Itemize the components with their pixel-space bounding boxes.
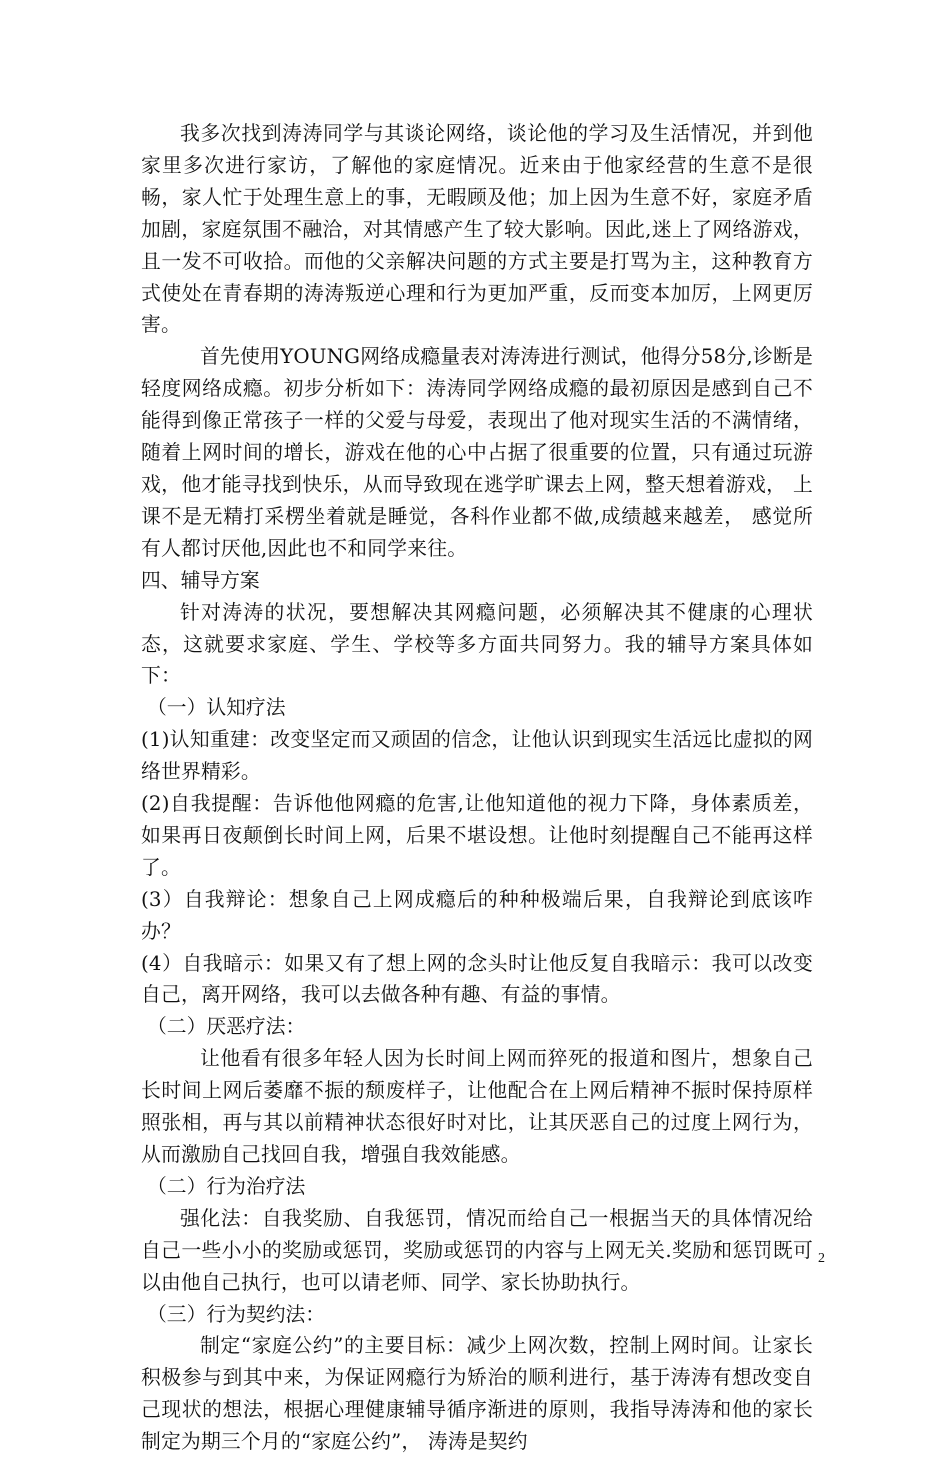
- paragraph-home-visit: 我多次找到涛涛同学与其谈论网络，谈论他的学习及生活情况，并到他家里多次进行家访，了解他的家庭情况。近来由于他家经营的生意不是很畅，家人忙于处理生意上的事，无暇顾及他；加上因为生意不好，家庭矛盾加剧，家庭氛围不融洽，对其情感产生了较大影响。因此,迷上了网络游戏，且一发不可收拾。而他的父亲解决问题的方式主要是打骂为主，这种教育方式使处在青春期的涛涛叛逆心理和行为更加严重，反而变本加厉，上网更厉害。: [141, 122, 813, 337]
- subheading-behavior-therapy: （二）行为治疗法: [147, 1174, 306, 1198]
- item-cognitive-rebuild: (1)认知重建：改变坚定而又顽固的信念，让他认识到现实生活远比虚拟的网络世界精彩。: [141, 728, 813, 784]
- paragraph-aversion-therapy: 让他看有很多年轻人因为长时间上网而猝死的报道和图片，想象自己长时间上网后萎靡不振的颓废样子，让他配合在上网后精神不振时保持原样照张相，再与其以前精神状态很好时对比，让其厌恶自己的过度上网行为，从而激励自己找回自我，增强自我效能感。: [141, 1047, 813, 1166]
- paragraph-test-analysis: 首先使用YOUNG网络成瘾量表对涛涛进行测试，他得分58分,诊断是轻度网络成瘾。初步分析如下：涛涛同学网络成瘾的最初原因是感到自己不能得到像正常孩子一样的父爱与母爱，表现出了他对现实生活的不满情绪，随着上网时间的增长，游戏在他的心中占据了很重要的位置，只有通过玩游戏，他才能寻找到快乐，从而导致现在逃学旷课去上网，整天想着游戏， 上课不是无精打采楞坐着就是睡觉，各科作业都不做,成绩越来越差， 感觉所有人都讨厌他,因此也不和同学来往。: [141, 345, 813, 560]
- item-self-reminder: (2)自我提醒：告诉他他网瘾的危害,让他知道他的视力下降，身体素质差，如果再日夜颠倒长时间上网，后果不堪设想。让他时刻提醒自己不能再这样了。: [141, 792, 813, 879]
- section-heading-guidance-plan: 四、辅导方案: [141, 568, 260, 592]
- subheading-aversion-therapy: （二）厌恶疗法：: [147, 1015, 306, 1039]
- item-self-suggestion: (4）自我暗示：如果又有了想上网的念头时让他反复自我暗示：我可以改变自己，离开网络，我可以去做各种有趣、有益的事情。: [141, 951, 813, 1007]
- item-self-debate: (3）自我辩论：想象自己上网成瘾后的种种极端后果，自我辩论到底该咋办？: [141, 887, 813, 943]
- paragraph-family-contract: 制定“家庭公约”的主要目标：减少上网次数，控制上网时间。让家长积极参与到其中来，为保证网瘾行为矫治的顺利进行，基于涛涛有想改变自己现状的想法，根据心理健康辅导循序渐进的原则，我指导涛涛和他的家长制定为期三个月的“家庭公约”， 涛涛是契约: [141, 1334, 813, 1454]
- page-number: 2: [818, 1251, 825, 1266]
- body-text: [141, 118, 813, 1458]
- paragraph-plan-intro: 针对涛涛的状况，要想解决其网瘾问题，必须解决其不健康的心理状态，这就要求家庭、学生、学校等多方面共同努力。我的辅导方案具体如下：: [141, 600, 813, 688]
- subheading-cognitive-therapy: （一）认知疗法: [147, 696, 286, 720]
- paragraph-reinforcement: 强化法：自我奖励、自我惩罚，情况而给自己一根据当天的具体情况给自己一些小小的奖励或惩罚，奖励或惩罚的内容与上网无关.奖励和惩罚既可以由他自己执行，也可以请老师、同学、家长协助执行。: [141, 1206, 813, 1294]
- subheading-behavior-contract: （三）行为契约法：: [147, 1302, 326, 1326]
